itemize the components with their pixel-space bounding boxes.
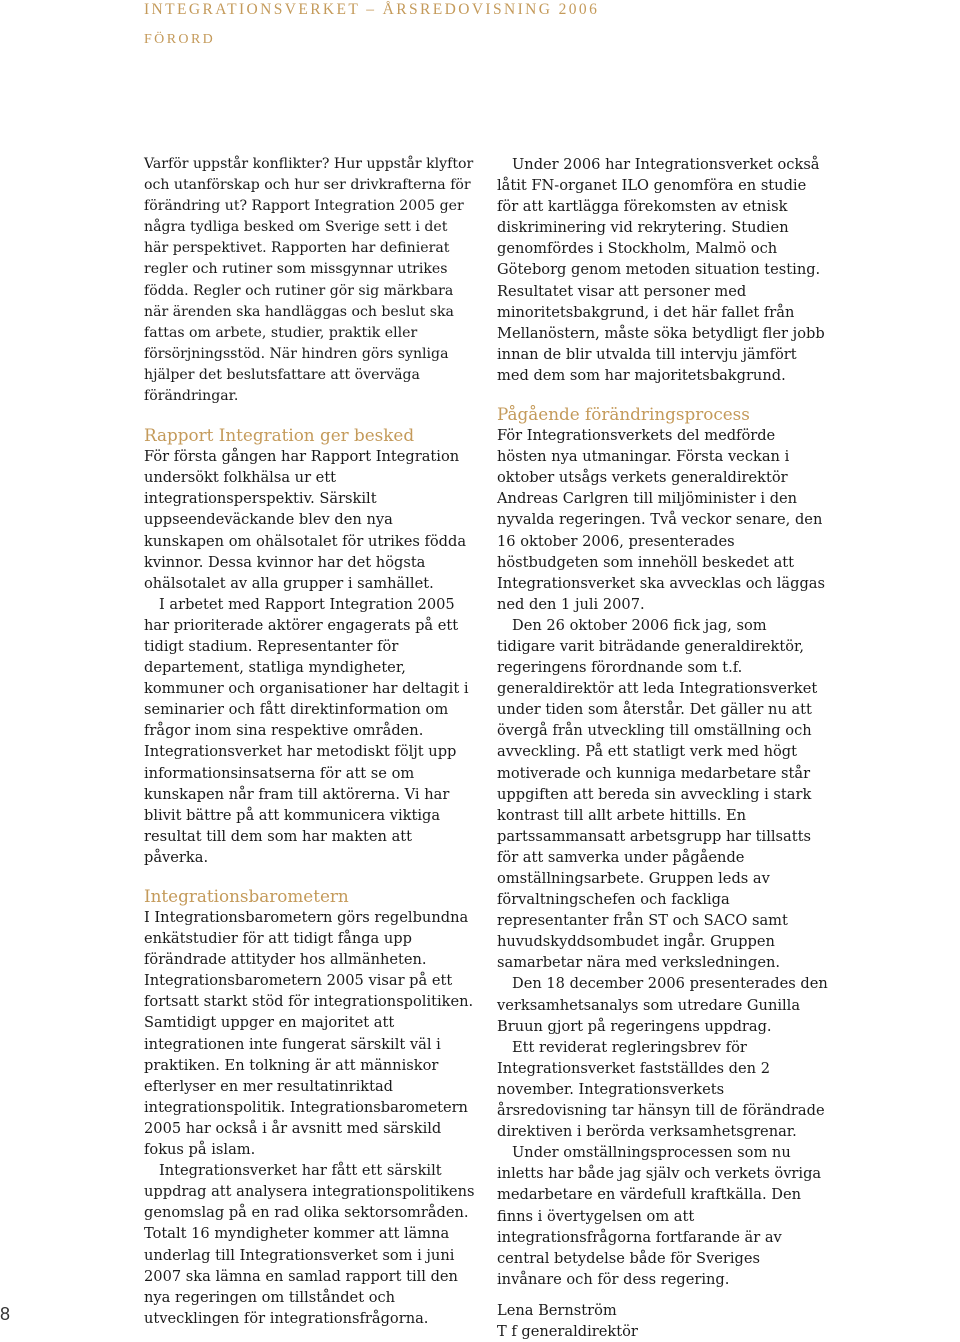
paragraph: Under 2006 har Integrationsverket också låtit FN-organet ILO genomföra en studie för att kartlägga förekomsten av etnisk diskriminering vid rekrytering. Studien genomfördes i Stockholm, Malmö och Göteborg genom metoden situation testing. Resultatet visar att personer med minoritetsbakgrund, i det här fallet från Mellanöstern, måste söka betydligt fler jobb innan de blir utvalda till intervju jämfört med dem som har majoritetsbakgrund. — [497, 156, 825, 384]
paragraph: Integrationsverket har fått ett särskilt uppdrag att analysera integrationspolitikens genomslag på en rad olika sektorsområden. Totalt 16 myndigheter kommer att lämna underlag till Integrationsverket som i juni 2007 ska lämna en samlad rapport till den nya regeringen om tillståndet och utvecklingen för integrationsfrågorna. — [144, 1162, 475, 1327]
paragraph: I Integrationsbarometern görs regelbundna enkätstudier för att tidigt fånga upp förändrade attityder hos allmänheten. Integrationsbarometern 2005 visar på ett fortsatt starkt stöd för integrationspolitiken. Samtidigt uppger en majoritet att integrationen inte fungerat särskilt väl i praktiken. En tolkning är att människor efterlyser en mer resultatinriktad integrationspolitik. Integrationsbarometern 2005 har också i år avsnitt med särskild fokus på islam. — [144, 909, 474, 1159]
paragraph: För Integrationsverkets del medförde hösten nya utmaningar. Första veckan i oktober utsågs verkets generaldirektör Andreas Carlgren till miljöminister i den nyvalda regeringen. Två veckor senare, den 16 oktober 2006, presenterades höstbudgeten som innehöll beskedet att Integrationsverket ska avvecklas och läggas ned den 1 juli 2007. — [497, 427, 825, 613]
heading-integrationsbarometern: Integrationsbarometern — [144, 886, 349, 906]
paragraph: Den 26 oktober 2006 fick jag, som tidigare varit biträdande generaldirektör, regeringens förordnande som t.f. generaldirektör att leda Integrationsverket under tiden som återstår. Det gäller nu att övergå från utveckling till omställning och avveckling. På ett statligt verk med högt motiverade och kunniga medarbetare står uppgiften att bereda sin avveckling i stark kontrast till allt arbete hittills. En partssammansatt arbetsgrupp har tillsatts för att samverka under pågående omställningsarbete. Gruppen leds av förvaltningschefen och fackliga representanter från ST och SACO samt huvudskyddsombudet ingår. Gruppen samarbetar nära med verksledningen. — [497, 616, 818, 972]
signature-name: Lena Bernström — [497, 1301, 617, 1319]
left-column — [144, 154, 476, 1329]
page-number: 8 — [0, 1304, 11, 1324]
heading-pagaende-forandringsprocess: Pågående förändringsprocess — [497, 404, 750, 425]
paragraph: I arbetet med Rapport Integration 2005 har prioriterade aktörer engagerats på ett tidigt stadium. Representanter för departement, statliga myndigheter, kommuner och organisationer har deltagit i seminarier och fått direktinformation om frågor inom sina respektive områden. Integrationsverket har metodiskt följt upp informationsinsatserna för att se om kunskapen når fram till aktörerna. Vi har blivit bättre på att kommunicera viktiga resultat till dem som har makten att påverka. — [144, 595, 469, 866]
signature-title: T f generaldirektör — [497, 1322, 638, 1340]
intro-paragraph: Varför uppstår konflikter? Hur uppstår klyftor och utanförskap och hur ser drivkrafterna för förändring ut? Rapport Integration 2005 ger några tydliga besked om Sverige sett i det här perspektivet. Rapporten har definierat regler och rutiner som missgynnar utrikes födda. Regler och rutiner gör sig märkbara när ärenden ska handläggas och beslut ska fattas om arbete, studier, praktik eller försörjningsstöd. När hindren görs synliga hjälper det beslutsfattare att överväga förändringar. — [144, 156, 474, 405]
heading-rapport-integration: Rapport Integration ger besked — [144, 425, 415, 446]
publication-title: INTEGRATIONSVERKET – ÅRSREDOVISNING 2006 — [144, 1, 600, 18]
paragraph: För första gången har Rapport Integration undersökt folkhälsa ur ett integrationsperspektiv. Särskilt uppseendeväckande blev den nya kunskapen om ohälsotalet för utrikes födda kvinnor. Dessa kvinnor har det högsta ohälsotalet av alla grupper i samhället. — [144, 448, 467, 592]
paragraph: Under omställningsprocessen som nu inletts har både jag själv och verkets övriga medarbetare en värdefull kraftkälla. Den finns i övertygelsen om att integrationsfrågorna fortfarande är av central betydelse både för Sveriges invånare och för dess regering. — [497, 1144, 822, 1288]
paragraph: Ett reviderat regleringsbrev för Integrationsverket fastställdes den 2 november. Integrationsverkets årsredovisning tar hänsyn till de förändrade direktiven i berörda verksamhetsgrenar. — [497, 1038, 825, 1141]
section-title: FÖRORD — [144, 32, 216, 47]
right-column — [497, 154, 829, 1342]
paragraph: Den 18 december 2006 presenterades den verksamhetsanalys som utredare Gunilla Bruun gjort på regeringens uppdrag. — [497, 975, 828, 1035]
